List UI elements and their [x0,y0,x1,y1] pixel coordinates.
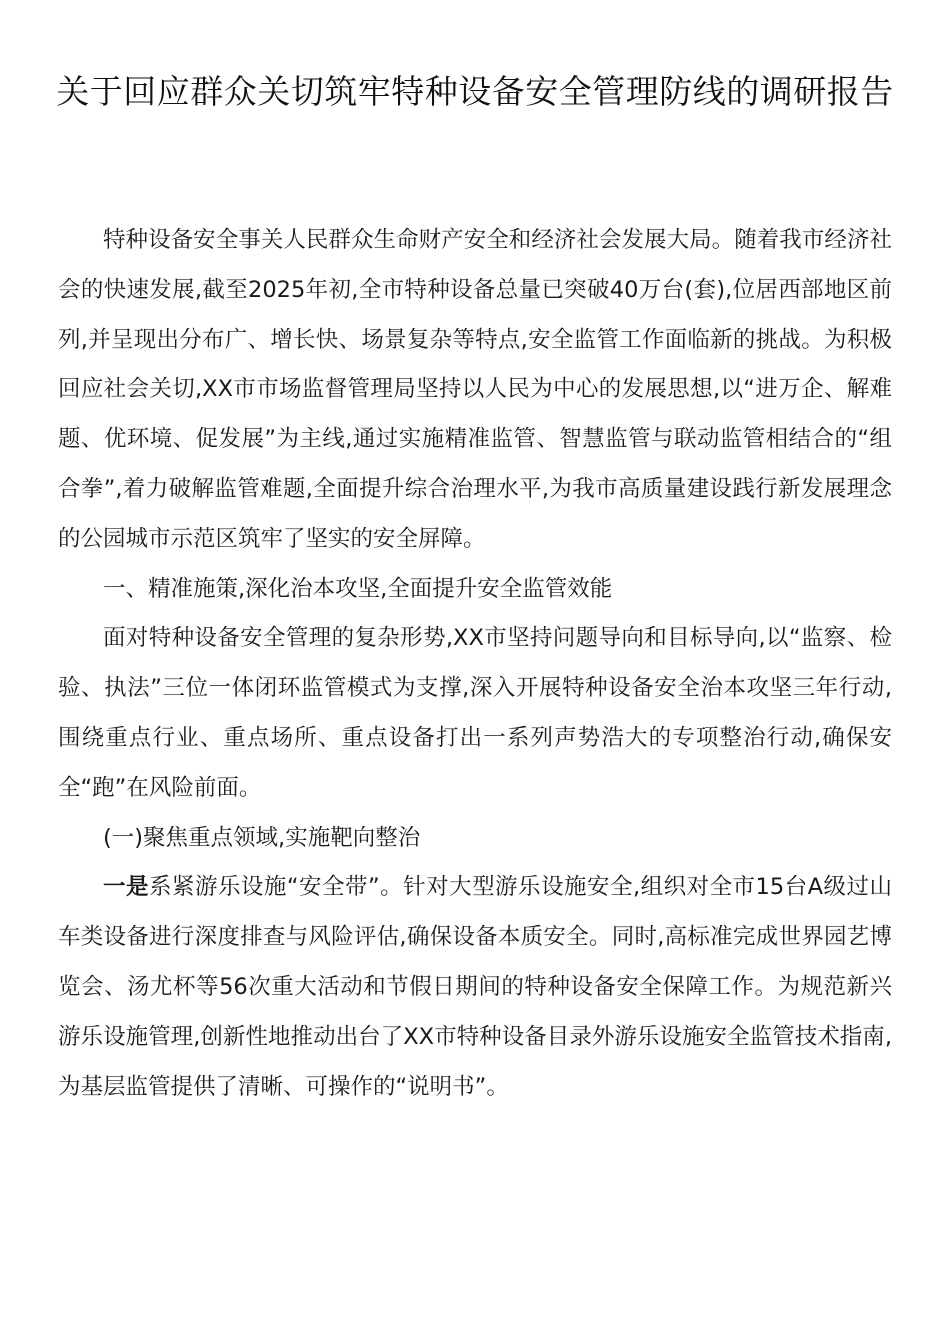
point-body-text: 系紧游乐设施“安全带”。针对大型游乐设施安全,组织对全市15台A级过山车类设备进行深度排查与风险评估,确保设备本质安全。同时,高标准完成世界园艺博览会、汤尤杯等56次重大活动和节假日期间的特种设备安全保障工作。为规范新兴游乐设施管理,创新性地推动出台了XX市特种设备目录外游乐设施安全监管技术指南,为基层监管提供了清晰、可操作的“说明书”。 [58,874,892,1100]
section-heading-1: 一、精准施策,深化治本攻坚,全面提升安全监管效能 [103,575,613,602]
point-lead-label: 一是 [103,874,149,901]
subsection-heading-1: (一)聚焦重点领域,实施靶向整治 [103,824,421,851]
intro-paragraph: 特种设备安全事关人民群众生命财产安全和经济社会发展大局。随着我市经济社会的快速发展,截至2025年初,全市特种设备总量已突破40万台(套),位居西部地区前列,并呈现出分布广、增长快、场景复杂等特点,安全监管工作面临新的挑战。为积极回应社会关切,XX市市场监督管理局坚持以人民为中心的发展思想,以“进万企、解难题、优环境、促发展”为主线,通过实施精准监管、智慧监管与联动监管相结合的“组合拳”,着力破解监管难题,全面提升综合治理水平,为我市高质量建设践行新发展理念的公园城市示范区筑牢了坚实的安全屏障。 [58,227,892,552]
subsection-1-paragraph [58,863,892,1112]
document-title: 关于回应群众关切筑牢特种设备安全管理防线的调研报告 [56,72,894,111]
document-body [58,216,892,1112]
section-1-paragraph: 面对特种设备安全管理的复杂形势,XX市坚持问题导向和目标导向,以“监察、检验、执法”三位一体闭环监管模式为支撑,深入开展特种设备安全治本攻坚三年行动,围绕重点行业、重点场所、重点设备打出一系列声势浩大的专项整治行动,确保安全“跑”在风险前面。 [58,625,892,801]
